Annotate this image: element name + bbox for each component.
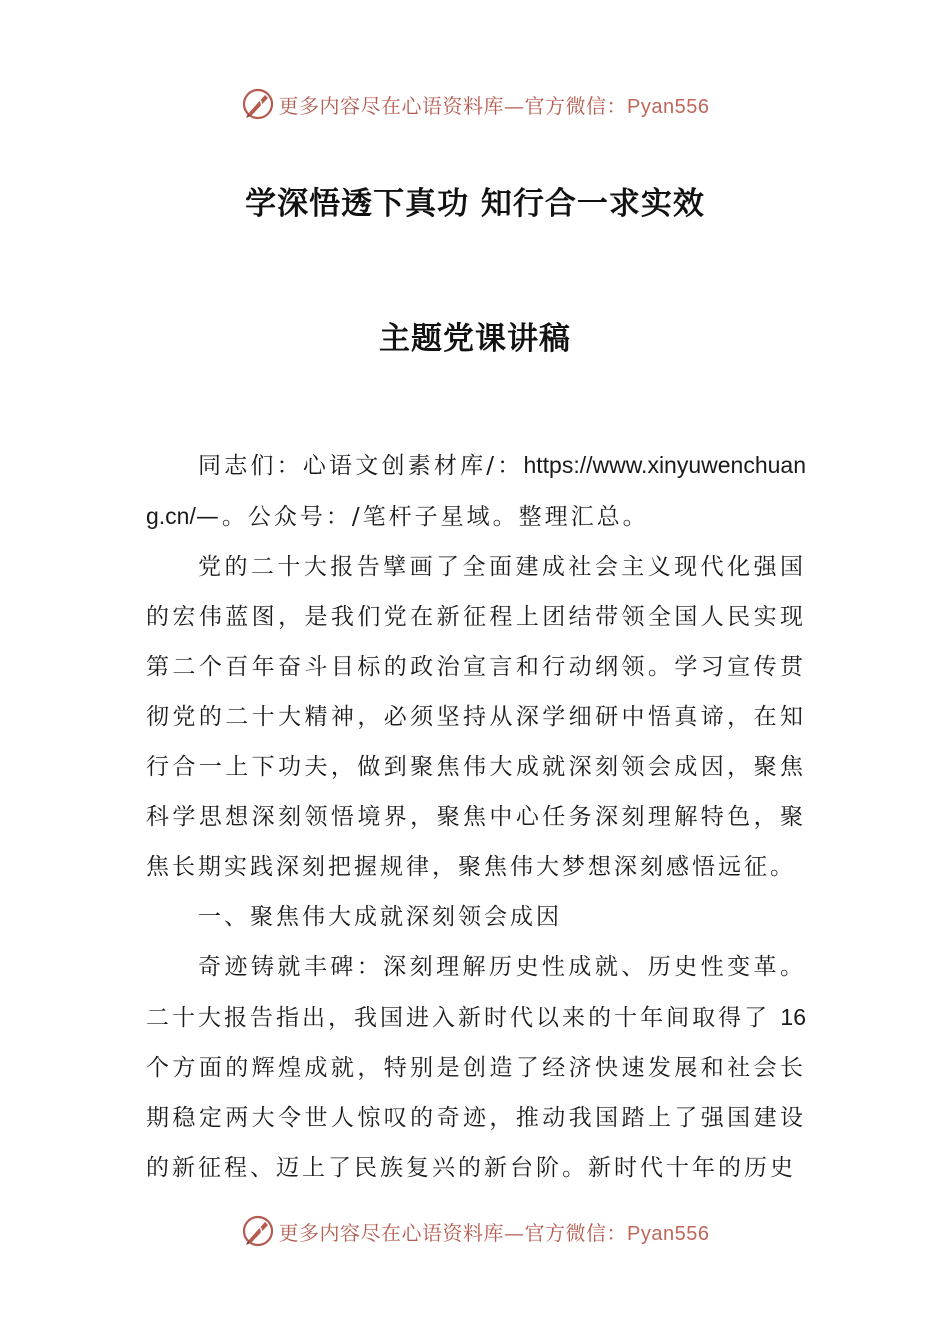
pen-logo-icon [241,1214,275,1248]
wechat-id: Pyan556 [627,95,710,118]
pen-logo-icon [241,87,275,121]
paragraph-achievements: 奇迹铸就丰碑：深刻理解历史性成就、历史性变革。二十大报告指出，我国进入新时代以来的十年间取得了 16个方面的辉煌成就，特别是创造了经济快速发展和社会长期稳定两大令世人惊叹的奇迹，推动我国踏上了强国建设的新征程、迈上了民族复兴的新台阶。新时代十年的历史 [146,954,807,1181]
footer-watermark [0,1211,950,1251]
wechat-id: Pyan556 [627,1222,710,1245]
paragraph-intro: 党的二十大报告擘画了全面建成社会主义现代化强国的宏伟蓝图，是我们党在新征程上团结带领全国人民实现第二个百年奋斗目标的政治宣言和行动纲领。学习宣传贯彻党的二十大精神，必须坚持从深学细研中悟真谛，在知行合一上下功夫，做到聚焦伟大成就深刻领会成因，聚焦科学思想深刻领悟境界，聚焦中心任务深刻理解特色，聚焦长期实践深刻把握规律，聚焦伟大梦想深刻感悟远征。 [146,554,806,880]
header-watermark [0,84,950,124]
document-subtitle: 主题党课讲稿 [379,321,571,357]
section-heading-1: 一、聚焦伟大成就深刻领会成因 [198,904,562,930]
watermark-text: 更多内容尽在心语资料库—官方微信：Pyan556 [278,93,710,118]
paragraph-greeting: 同志们：心语文创素材库/：https://www.xinyuwenchuang.cn/—。公众号：/笔杆子星域。整理汇总。 [146,452,806,530]
document-body [146,440,806,1193]
document-title: 学深悟透下真功 知行合一求实效 [245,186,705,222]
source-link: https://www.xinyuwenchuang.cn/ [146,452,806,529]
watermark-text: 更多内容尽在心语资料库—官方微信：Pyan556 [278,1220,710,1245]
